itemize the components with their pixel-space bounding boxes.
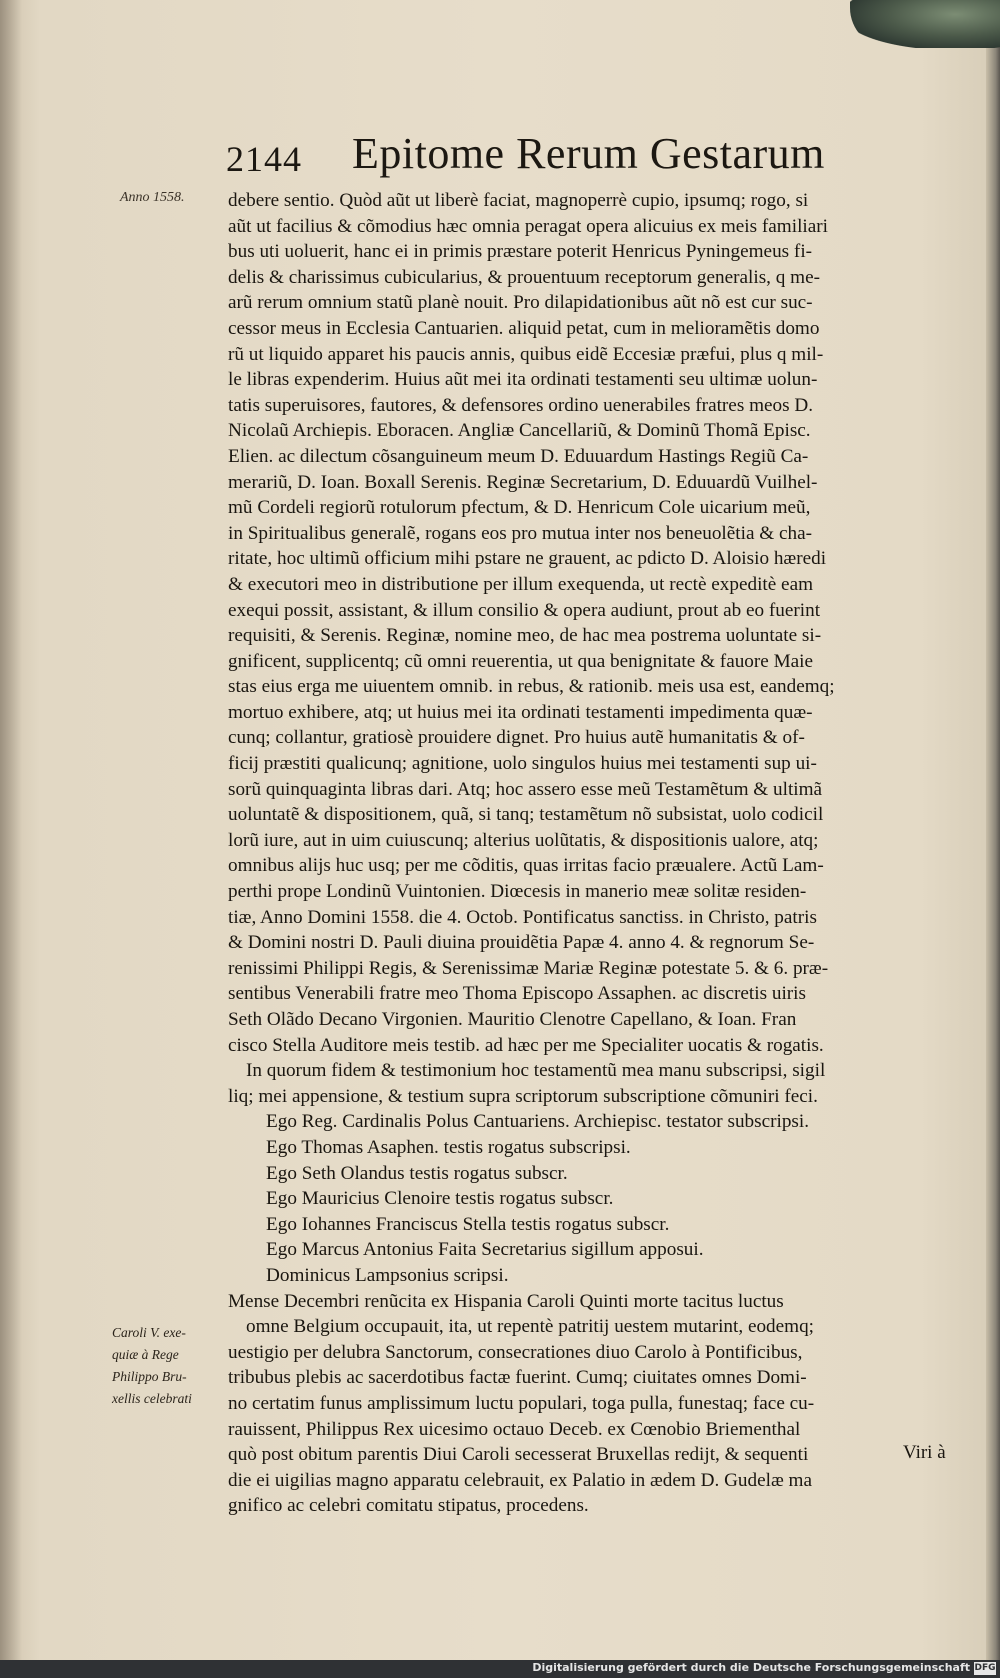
text-line: uoluntatẽ & dispositionem, quã, si tanq; testamẽtum nõ subsistat, uolo codicil [228,804,824,826]
dfg-logo-icon: DFG [974,1663,996,1673]
text-line: uestigio per delubra Sanctorum, consecrationes diuo Carolo à Pontificibus, [228,1341,803,1363]
text-line: ficij præstiti qualicunq; agnitione, uolo singulos huius mei testamenti sup ui- [228,753,817,775]
text-line: exequi possit, assistant, & illum consilio & opera audiunt, prout ab eo fuerint [228,599,821,621]
text-line: gnifico ac celebri comitatu stipatus, procedens. [228,1495,589,1517]
text-line: le libras expenderim. Huius aũt mei ita ordinati testamenti seu ultimæ uolun- [228,369,818,391]
margin-year: Anno 1558. [120,190,185,205]
text-line: gnificent, supplicentq; cũ omni reuerentia, ut qua benignitate & fauore Maie [228,650,814,672]
text-line: delis & charissimus cubicularius, & prouentuum receptorum generalis, q me- [228,266,820,288]
text-line: liq; mei appensione, & testium supra scriptorum subscriptione cõmuniri feci. [228,1085,818,1107]
text-line: aũt ut facilius & cõmodius hæc omnia peragat opera alicuius ex meis familiari [228,215,828,237]
text-line: sentibus Venerabili fratre meo Thoma Episcopo Assaphen. ac discretis uiris [228,983,806,1005]
text-line: omnibus alijs huc usq; per me cõditis, quas irritas facio præualere. Actũ Lam- [228,855,824,877]
text-line: rũ ut liquido apparet his paucis annis, quibus eidẽ Eccesiæ præfui, plus q mil- [228,343,824,365]
text-line: & Domini nostri D. Pauli diuina prouidẽtia Papæ 4. anno 4. & regnorum Se- [228,932,815,954]
page-number: 2144 [226,139,302,179]
text-line: In quorum fidem & testimonium hoc testamentũ mea manu subscripsi, sigil [246,1060,826,1082]
text-line: Mense Decembri renũcita ex Hispania Caroli Quinti morte tacitus luctus [228,1290,784,1312]
text-line: rauissent, Philippus Rex uicesimo octauo Deceb. ex Cœnobio Briementhal [228,1418,801,1440]
text-line: mũ Cordeli regiorũ rotulorum pfectum, & D. Henricum Cole uicarium meũ, [228,497,811,519]
text-line: cessor meus in Ecclesia Cantuarien. aliquid petat, cum in melioramẽtis domo [228,317,820,339]
text-line: bus uti uoluerit, hanc ei in primis præstare poterit Henricus Pyningemeus fi- [228,241,813,263]
text-line: lorũ iure, aut in uim cuiuscunq; alterius uolũtatis, & dispositionis ualore, atq; [228,829,819,851]
text-line: Ego Marcus Antonius Faita Secretarius sigillum apposui. [266,1239,704,1261]
footer-credit: Digitalisierung gefördert durch die Deutsche Forschungsgemeinschaft [532,1661,970,1674]
text-line: Ego Reg. Cardinalis Polus Cantuariens. Archiepisc. testator subscripsi. [266,1111,810,1133]
text-line: & executori meo in distributione per illum exequenda, ut rectè expeditè eam [228,573,814,595]
text-line: ritate, hoc ultimũ officium mihi pstare ne grauent, ac pdicto D. Aloisio hæredi [228,548,827,570]
text-line: tiæ, Anno Domini 1558. die 4. Octob. Pontificatus sanctiss. in Christo, patris [228,906,817,928]
text-line: Ego Mauricius Clenoire testis rogatus subscr. [266,1188,614,1210]
margin-note-line: quiæ à Rege [112,1347,179,1362]
text-line: cunq; collantur, gratiosè prouidere dignet. Pro huius autẽ humanitatis & of- [228,727,805,749]
text-line: Ego Thomas Asaphen. testis rogatus subscripsi. [266,1136,631,1158]
text-line: quò post obitum parentis Diui Caroli secesserat Bruxellas redijt, & sequenti [228,1444,809,1466]
text-line: tatis superuisores, fautores, & defensores ordino uenerabiles fratres meos D. [228,394,814,416]
text-line: sorũ quinquaginta libras dari. Atq; hoc assero esse meũ Testamẽtum & ultimã [228,778,823,800]
margin-note-line: Philippo Bru- [112,1369,187,1384]
footer-bar [0,1660,1000,1678]
text-line: no certatim funus amplissimum luctu populari, toga pulla, funestaq; face cu- [228,1392,815,1414]
margin-note-line: xellis celebrati [112,1391,192,1406]
text-line: merariũ, D. Ioan. Boxall Serenis. Reginæ Secretarium, D. Eduuardũ Vuilhel- [228,471,818,493]
text-line: requisiti, & Serenis. Reginæ, nomine meo, de hac mea postrema uoluntate si- [228,625,822,647]
text-line: Seth Olãdo Decano Virgonien. Mauritio Clenotre Capellano, & Ioan. Fran [228,1009,797,1030]
text-line: renissimi Philippi Regis, & Serenissimæ Mariæ Reginæ potestate 5. & 6. præ- [228,957,829,979]
text-line: mortuo exhibere, atq; ut huius mei ita ordinati testamenti impedimenta quæ- [228,701,813,723]
text-line: arũ rerum omnium statũ planè nouit. Pro dilapidationibus aũt nõ est cur suc- [228,292,813,314]
text-line: cisco Stella Auditore meis testib. ad hæc per me Specialiter uocatis & rogatis. [228,1034,824,1056]
text-line: tribubus plebis ac sacerdotibus factæ fuerint. Cumq; ciuitates omnes Domi- [228,1367,807,1389]
text-line: die ei uigilias magno apparatu celebrauit, ex Palatio in ædem D. Gudelæ ma [228,1469,812,1491]
text-line: Ego Seth Olandus testis rogatus subscr. [266,1162,568,1184]
text-line: Ego Iohannes Franciscus Stella testis rogatus subscr. [266,1213,670,1235]
text-line: omne Belgium occupauit, ita, ut repentè patritij uestem mutarint, eodemq; [246,1316,815,1338]
text-line: Nicolaũ Archiepis. Eboracen. Angliæ Cancellariũ, & Dominũ Thomã Episc. [228,420,811,442]
text-line: Elien. ac dilectum cõsanguineum meum D. Eduuardum Hastings Regiũ Ca- [228,445,809,467]
text-line: debere sentio. Quòd aũt ut liberè faciat, magnoperrè cupio, ipsumq; rogo, si [228,190,809,211]
margin-note [112,1322,220,1410]
page-header [0,128,1000,190]
running-title: Epitome Rerum Gestarum [352,129,825,178]
corner-object [850,0,1000,48]
catchword: Viri à [903,1442,946,1463]
gutter-shadow [0,0,22,1678]
margin-note-line: Caroli V. exe- [112,1325,186,1340]
text-line: Dominicus Lampsonius scripsi. [266,1264,509,1286]
text-line: perthi prope Londinũ Vuintonien. Diœcesis in manerio meæ solitæ residen- [228,881,807,903]
text-line: stas eius erga me uiuentem omnib. in rebus, & rationib. meis usa est, eandemq; [228,676,835,698]
page-edge [986,0,1000,1678]
text-line: in Spiritualibus generalẽ, rogans eos pro mutua inter nos beneuolẽtia & cha- [228,522,812,544]
body-text [228,188,968,1519]
